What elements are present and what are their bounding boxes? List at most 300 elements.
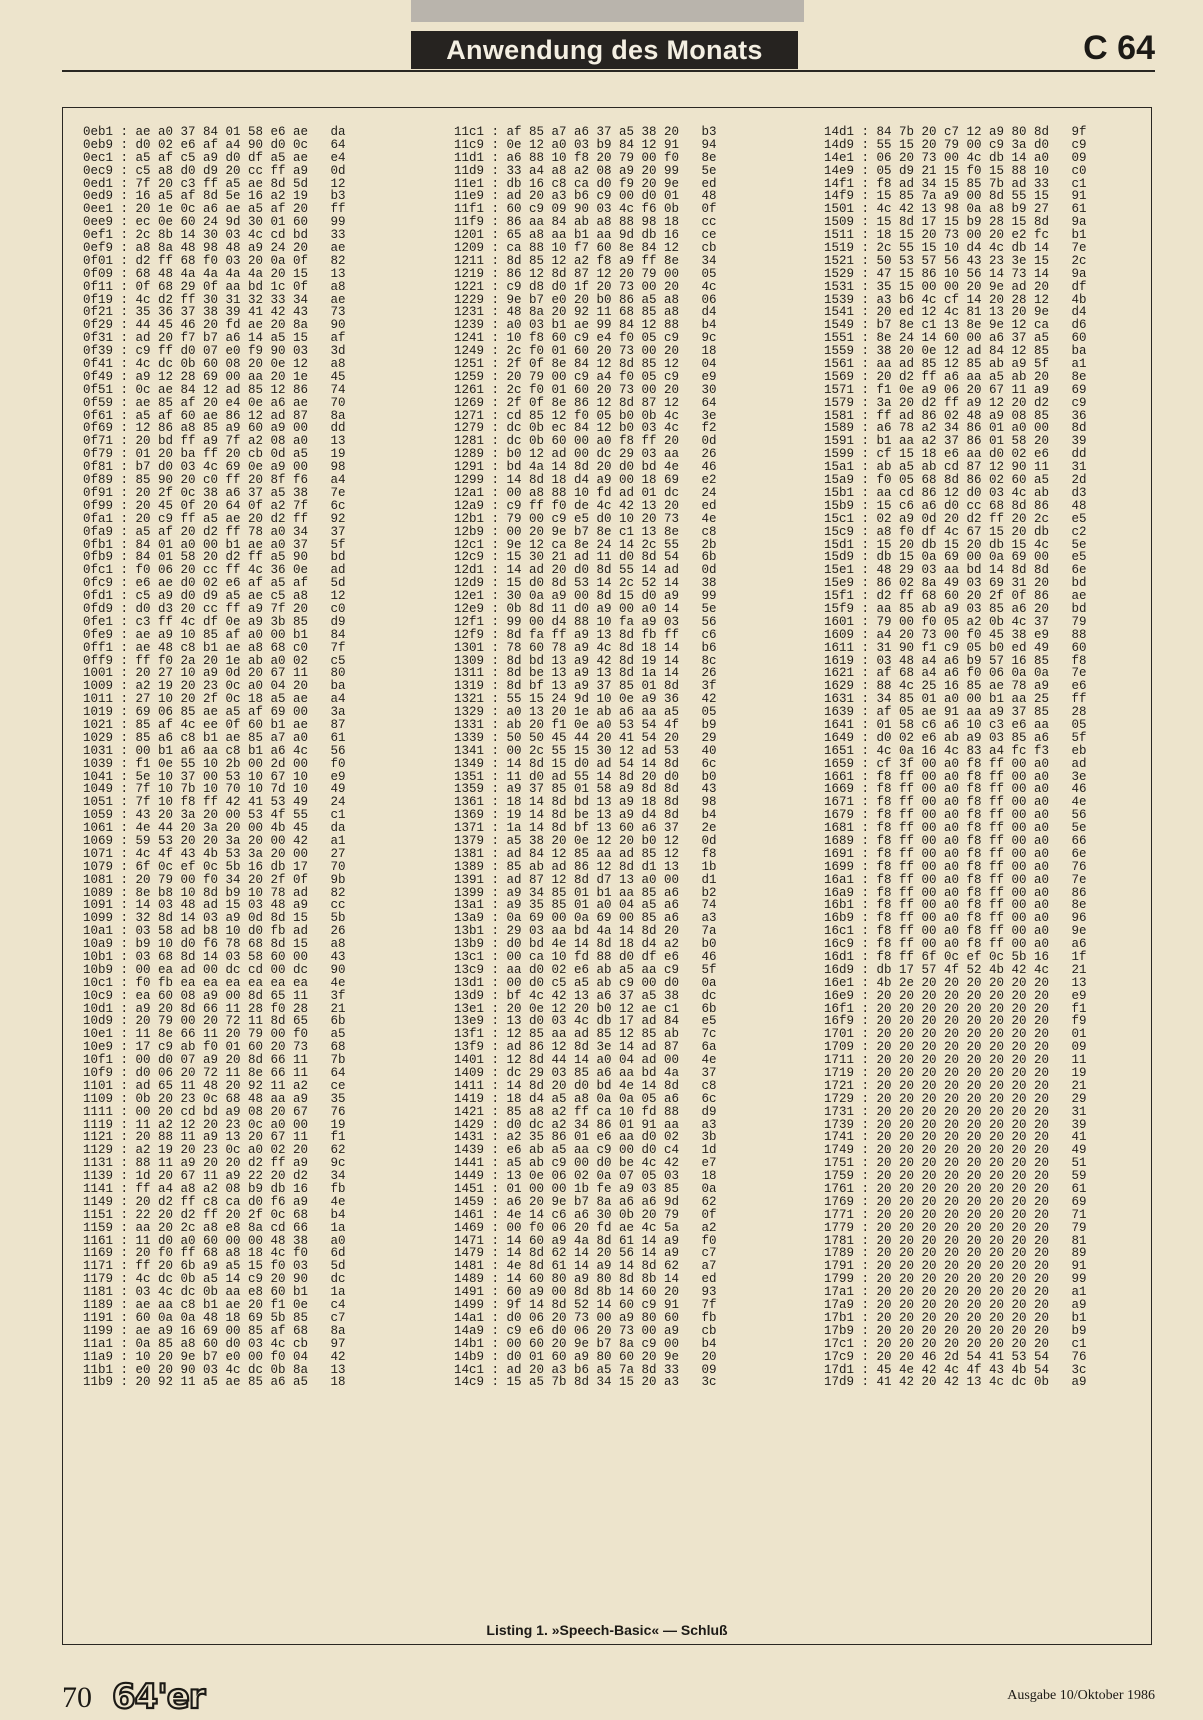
listing-row: 1619 : 03 48 a4 a6 b9 57 16 85 f8 <box>824 653 1087 668</box>
listing-row: 1451 : 01 00 00 1b fe a9 03 85 0a <box>454 1182 717 1197</box>
listing-row: 1079 : 6f 0c ef 0c 5b 16 db 17 70 <box>83 859 346 874</box>
listing-row: 1141 : ff a4 a8 a2 08 b9 db 16 fb <box>83 1182 346 1197</box>
listing-row: 0fa9 : a5 af 20 d2 ff 78 a0 34 37 <box>83 524 346 539</box>
listing-row: 1781 : 20 20 20 20 20 20 20 20 81 <box>824 1233 1087 1248</box>
listing-row: 1621 : af 68 a4 a6 f0 06 0a 0a 7e <box>824 666 1087 681</box>
listing-row: 14b1 : 00 60 20 9e b7 8a c9 00 b4 <box>454 1336 717 1351</box>
listing-row: 1661 : f8 ff 00 a0 f8 ff 00 a0 3e <box>824 769 1087 784</box>
listing-row: 1031 : 00 b1 a6 aa c8 b1 a6 4c 56 <box>83 743 346 758</box>
listing-row: 1269 : 2f 0f 8e 86 12 8d 87 12 64 <box>454 395 717 410</box>
listing-row: 1671 : f8 ff 00 a0 f8 ff 00 a0 4e <box>824 795 1087 810</box>
listing-row: 1071 : 4c 4f 43 4b 53 3a 20 00 27 <box>83 846 346 861</box>
listing-caption: Listing 1. »Speech-Basic« — Schluß <box>486 1622 728 1638</box>
listing-row: 1699 : f8 ff 00 a0 f8 ff 00 a0 76 <box>824 859 1087 874</box>
listing-row: 1419 : 18 d4 a5 a8 0a 0a 05 a6 6c <box>454 1091 717 1106</box>
listing-row: 1719 : 20 20 20 20 20 20 20 20 19 <box>824 1066 1087 1081</box>
listing-frame <box>62 107 1152 1645</box>
listing-row: 1771 : 20 20 20 20 20 20 20 20 71 <box>824 1207 1087 1222</box>
listing-row: 1101 : ad 65 11 48 20 92 11 a2 ce <box>83 1078 346 1093</box>
listing-row: 1299 : 14 8d 18 d4 a9 00 18 69 e2 <box>454 473 717 488</box>
listing-row: 10a9 : b9 10 d0 f6 78 68 8d 15 a8 <box>83 937 346 952</box>
listing-row: 1341 : 00 2c 55 15 30 12 ad 53 40 <box>454 743 717 758</box>
listing-row: 1249 : 2c f0 01 60 20 73 00 20 18 <box>454 344 717 359</box>
listing-row: 1319 : 8d bf 13 a9 37 85 01 8d 3f <box>454 679 717 694</box>
listing-row: 1741 : 20 20 20 20 20 20 20 20 41 <box>824 1130 1087 1145</box>
listing-row: 13b9 : d0 bd 4e 14 8d 18 d4 a2 b0 <box>454 937 717 952</box>
listing-row: 0fb9 : 84 01 58 20 d2 ff a5 90 bd <box>83 550 346 565</box>
listing-row: 1449 : 13 0e 06 02 0a 07 05 03 18 <box>454 1169 717 1184</box>
listing-row: 1559 : 38 20 0e 12 ad 84 12 85 ba <box>824 344 1087 359</box>
listing-row: 1339 : 50 50 45 44 20 41 54 20 29 <box>454 730 717 745</box>
listing-row: 14d9 : 55 15 20 79 00 c9 3a d0 c9 <box>824 137 1087 152</box>
listing-row: 1049 : 7f 10 7b 10 70 10 7d 10 49 <box>83 782 346 797</box>
listing-row: 13c1 : 00 ca 10 fd 88 d0 df e6 46 <box>454 950 717 964</box>
listing-row: 0f29 : 44 45 46 20 fd ae 20 8a 90 <box>83 318 346 333</box>
listing-row: 1151 : 22 20 d2 ff 20 2f 0c 68 b4 <box>83 1207 346 1222</box>
listing-row: 0ee9 : ec 0e 60 24 9d 30 01 60 99 <box>83 215 346 230</box>
listing-row: 14d1 : 84 7b 20 c7 12 a9 80 8d 9f <box>824 125 1087 139</box>
listing-row: 12d9 : 15 d0 8d 53 14 2c 52 14 38 <box>454 576 717 591</box>
listing-row: 1139 : 1d 20 67 11 a9 22 20 d2 34 <box>83 1169 346 1184</box>
listing-row: 1461 : 4e 14 c6 a6 30 0b 20 79 0f <box>454 1207 717 1222</box>
listing-row: 0f21 : 35 36 37 38 39 41 42 43 73 <box>83 305 346 320</box>
listing-row: 0f51 : 0c ae 84 12 ad 85 12 86 74 <box>83 382 346 397</box>
listing-row: 1009 : a2 19 20 23 0c a0 04 20 ba <box>83 679 346 694</box>
listing-row: 10d1 : a9 20 8d 66 11 28 f0 28 21 <box>83 1001 346 1016</box>
listing-row: 1021 : 85 af 4c ee 0f 60 b1 ae 87 <box>83 717 346 732</box>
listing-row: 1561 : aa ad 85 12 85 ab a9 5f a1 <box>824 357 1087 372</box>
listing-row: 14a1 : d0 06 20 73 00 a9 80 60 fb <box>454 1310 717 1325</box>
listing-row: 0fa1 : 20 c9 ff a5 ae 20 d2 ff 92 <box>83 511 346 526</box>
listing-row: 0f49 : a9 12 28 69 00 aa 20 1e 45 <box>83 369 346 384</box>
listing-row: 1001 : 20 27 10 a9 0d 20 67 11 80 <box>83 666 346 681</box>
listing-row: 16d9 : db 17 57 4f 52 4b 42 4c 21 <box>824 962 1087 977</box>
listing-row: 1089 : 8e b8 10 8d b9 10 78 ad 82 <box>83 885 346 900</box>
listing-row: 0f61 : a5 af 60 ae 86 12 ad 87 8a <box>83 408 346 423</box>
listing-row: 1061 : 4e 44 20 3a 20 00 4b 45 da <box>83 821 346 836</box>
listing-row: 1171 : ff 20 6b a9 a5 15 f0 03 5d <box>83 1259 346 1274</box>
listing-row: 1611 : 31 90 f1 c9 05 b0 ed 49 60 <box>824 640 1087 655</box>
listing-row: 13a9 : 0a 69 00 0a 69 00 85 a6 a3 <box>454 911 717 926</box>
listing-row: 0ed9 : 16 a5 af 8d 5e 16 a2 19 b3 <box>83 189 346 204</box>
listing-row: 1011 : 27 10 20 2f 0c 18 a5 ae a4 <box>83 692 346 707</box>
listing-row: 11f9 : 86 aa 84 ab a8 88 98 18 cc <box>454 215 717 230</box>
listing-row: 1361 : 18 14 8d bd 13 a9 18 8d 98 <box>454 795 717 810</box>
listing-row: 1119 : 11 a2 12 20 23 0c a0 00 19 <box>83 1117 346 1132</box>
listing-row: 16f1 : 20 20 20 20 20 20 20 20 f1 <box>824 1001 1087 1016</box>
listing-row: 1199 : ae a9 16 69 00 85 af 68 8a <box>83 1323 346 1338</box>
listing-row: 15a1 : ab a5 ab cd 87 12 90 11 31 <box>824 460 1087 475</box>
listing-row: 0fd1 : c5 a9 d0 d9 a5 ae c5 a8 12 <box>83 589 346 604</box>
listing-row: 1789 : 20 20 20 20 20 20 20 20 89 <box>824 1246 1087 1261</box>
listing-row: 1239 : a0 03 b1 ae 99 84 12 88 b4 <box>454 318 717 333</box>
listing-row: 1019 : 69 06 85 ae a5 af 69 00 3a <box>83 705 346 720</box>
listing-row: 1709 : 20 20 20 20 20 20 20 20 09 <box>824 1040 1087 1055</box>
listing-row: 1241 : 10 f8 60 c9 e4 f0 05 c9 9c <box>454 331 717 346</box>
listing-row: 16f9 : 20 20 20 20 20 20 20 20 f9 <box>824 1014 1087 1029</box>
listing-row: 0f11 : 0f 68 29 0f aa bd 1c 0f a8 <box>83 279 346 294</box>
listing-row: 1259 : 20 79 00 c9 a4 f0 05 c9 e9 <box>454 369 717 384</box>
listing-row: 17d9 : 41 42 20 42 13 4c dc 0b a9 <box>824 1375 1087 1390</box>
listing-row: 1351 : 11 d0 ad 55 14 8d 20 d0 b0 <box>454 769 717 784</box>
issue-line: Ausgabe 10/Oktober 1986 <box>1007 1688 1155 1703</box>
listing-row: 1689 : f8 ff 00 a0 f8 ff 00 a0 66 <box>824 833 1087 848</box>
listing-row: 12b1 : 79 00 c9 e5 d0 10 20 73 4e <box>454 511 717 526</box>
listing-row: 1329 : a0 13 20 1e ab a6 aa a5 05 <box>454 705 717 720</box>
machine-label: C 64 <box>1083 29 1155 67</box>
listing-row: 10c9 : ea 60 08 a9 00 8d 65 11 3f <box>83 988 346 1003</box>
listing-row: 1279 : dc 0b ec 84 12 b0 03 4c f2 <box>454 421 717 436</box>
listing-row: 1679 : f8 ff 00 a0 f8 ff 00 a0 56 <box>824 808 1087 823</box>
listing-row: 10b1 : 03 68 8d 14 03 58 60 00 43 <box>83 950 346 964</box>
listing-row: 1431 : a2 35 86 01 e6 aa d0 02 3b <box>454 1130 717 1145</box>
listing-row: 1769 : 20 20 20 20 20 20 20 20 69 <box>824 1194 1087 1209</box>
listing-row: 0f39 : c9 ff d0 07 e0 f9 90 03 3d <box>83 344 346 359</box>
hex-column-1 <box>83 126 346 1389</box>
listing-row: 1219 : 86 12 8d 87 12 20 79 00 05 <box>454 266 717 281</box>
listing-row: 1389 : 85 ab ad 86 12 8d d1 13 1b <box>454 859 717 874</box>
listing-row: 15e9 : 86 02 8a 49 03 69 31 20 bd <box>824 576 1087 591</box>
listing-row: 1121 : 20 88 11 a9 13 20 67 11 f1 <box>83 1130 346 1145</box>
listing-row: 1321 : 55 15 24 9d 10 0e a9 36 42 <box>454 692 717 707</box>
listing-row: 0f89 : 85 90 20 c0 ff 20 8f f6 a4 <box>83 473 346 488</box>
listing-row: 1509 : 15 8d 17 15 b9 28 15 8d 9a <box>824 215 1087 230</box>
listing-row: 17c1 : 20 20 20 20 20 20 20 20 c1 <box>824 1336 1087 1351</box>
listing-row: 1759 : 20 20 20 20 20 20 20 20 59 <box>824 1169 1087 1184</box>
listing-row: 1631 : 34 85 01 a0 00 b1 aa 25 ff <box>824 692 1087 707</box>
listing-row: 1251 : 2f 0f 8e 84 12 8d 85 12 04 <box>454 357 717 372</box>
listing-row: 1149 : 20 d2 ff c8 ca d0 f6 a9 4e <box>83 1194 346 1209</box>
header-rule <box>62 70 1155 72</box>
listing-row: 1291 : bd 4a 14 8d 20 d0 bd 4e 46 <box>454 460 717 475</box>
listing-row: 1191 : 60 0a 0a 48 18 69 5b 85 c7 <box>83 1310 346 1325</box>
listing-row: 13b1 : 29 03 aa bd 4a 14 8d 20 7a <box>454 924 717 939</box>
listing-row: 16e9 : 20 20 20 20 20 20 20 20 e9 <box>824 988 1087 1003</box>
listing-row: 1549 : b7 8e c1 13 8e 9e 12 ca d6 <box>824 318 1087 333</box>
listing-row: 1749 : 20 20 20 20 20 20 20 20 49 <box>824 1143 1087 1158</box>
listing-row: 14c9 : 15 a5 7b 8d 34 15 20 a3 3c <box>454 1375 717 1390</box>
listing-row: 1499 : 9f 14 8d 52 14 60 c9 91 7f <box>454 1298 717 1313</box>
listing-row: 1331 : ab 20 f1 0e a0 53 54 4f b9 <box>454 717 717 732</box>
listing-row: 1421 : 85 a8 a2 ff ca 10 fd 88 d9 <box>454 1104 717 1119</box>
listing-row: 0f31 : ad 20 f7 b7 a6 14 a5 15 af <box>83 331 346 346</box>
listing-row: 10c1 : f0 fb ea ea ea ea ea ea 4e <box>83 975 346 990</box>
listing-row: 10f1 : 00 d0 07 a9 20 8d 66 11 7b <box>83 1053 346 1068</box>
listing-row: 1761 : 20 20 20 20 20 20 20 20 61 <box>824 1182 1087 1197</box>
listing-row: 16a1 : f8 ff 00 a0 f8 ff 00 a0 7e <box>824 872 1087 887</box>
listing-row: 11e9 : ad 20 a3 b6 c9 00 d0 01 48 <box>454 189 717 204</box>
listing-row: 15d9 : db 15 0a 69 00 0a 69 00 e5 <box>824 550 1087 565</box>
listing-row: 10e1 : 11 8e 66 11 20 79 00 f0 a5 <box>83 1027 346 1042</box>
listing-row: 11c9 : 0e 12 a0 03 b9 84 12 91 94 <box>454 137 717 152</box>
listing-row: 1169 : 20 f0 ff 68 a8 18 4c f0 6d <box>83 1246 346 1261</box>
listing-row: 1271 : cd 85 12 f0 05 b0 0b 4c 3e <box>454 408 717 423</box>
listing-row: 1281 : dc 0b 60 00 a0 f8 ff 20 0d <box>454 434 717 449</box>
listing-row: 11c1 : af 85 a7 a6 37 a5 38 20 b3 <box>454 125 717 139</box>
listing-row: 0eb1 : ae a0 37 84 01 58 e6 ae da <box>83 125 346 139</box>
listing-row: 14e1 : 06 20 73 00 4c db 14 a0 09 <box>824 150 1087 165</box>
listing-row: 11e1 : db 16 c8 ca d0 f9 20 9e ed <box>454 176 717 191</box>
page-number: 70 <box>62 1681 92 1714</box>
section-title: Anwendung des Monats <box>411 31 798 69</box>
listing-row: 0f91 : 20 2f 0c 38 a6 37 a5 38 7e <box>83 485 346 500</box>
listing-row: 12a9 : c9 ff f0 de 4c 42 13 20 ed <box>454 498 717 513</box>
listing-row: 16e1 : 4b 2e 20 20 20 20 20 20 13 <box>824 975 1087 990</box>
hex-column-3 <box>824 126 1087 1389</box>
listing-row: 0ec9 : c5 a8 d0 d9 20 cc ff a9 0d <box>83 163 346 178</box>
listing-row: 11a1 : 0a 85 a8 60 d0 03 4c cb 97 <box>83 1336 346 1351</box>
listing-row: 1229 : 9e b7 e0 20 b0 86 a5 a8 06 <box>454 292 717 307</box>
listing-row: 0f69 : 12 86 a8 85 a9 60 a9 00 dd <box>83 421 346 436</box>
listing-row: 0fc9 : e6 ae d0 02 e6 af a5 af 5d <box>83 576 346 591</box>
listing-row: 15a9 : f0 05 68 8d 86 02 60 a5 2d <box>824 473 1087 488</box>
listing-row: 1659 : cf 3f 00 a0 f8 ff 00 a0 ad <box>824 756 1087 771</box>
listing-row: 11b1 : e0 20 90 03 4c dc 0b 8a 13 <box>83 1362 346 1377</box>
listing-row: 1649 : d0 02 e6 ab a9 03 85 a6 5f <box>824 730 1087 745</box>
listing-row: 1579 : 3a 20 d2 ff a9 12 20 d2 c9 <box>824 395 1087 410</box>
listing-row: 13a1 : a9 35 85 01 a0 04 a5 a6 74 <box>454 898 717 913</box>
listing-row: 1411 : 14 8d 20 d0 bd 4e 14 8d c8 <box>454 1078 717 1093</box>
listing-row: 1359 : a9 37 85 01 58 a9 8d 8d 43 <box>454 782 717 797</box>
listing-row: 11b9 : 20 92 11 a5 ae 85 a6 a5 18 <box>83 1375 346 1390</box>
listing-row: 1429 : d0 dc a2 34 86 01 91 aa a3 <box>454 1117 717 1132</box>
listing-row: 1131 : 88 11 a9 20 20 d2 ff a9 9c <box>83 1156 346 1171</box>
listing-row: 1399 : a9 34 85 01 b1 aa 85 a6 b2 <box>454 885 717 900</box>
listing-row: 17a9 : 20 20 20 20 20 20 20 20 a9 <box>824 1298 1087 1313</box>
listing-row: 1589 : a6 78 a2 34 86 01 a0 00 8d <box>824 421 1087 436</box>
listing-row: 1511 : 18 15 20 73 00 20 e2 fc b1 <box>824 228 1087 243</box>
listing-row: 0f09 : 68 48 4a 4a 4a 4a 20 15 13 <box>83 266 346 281</box>
listing-row: 12f9 : 8d fa ff a9 13 8d fb ff c6 <box>454 627 717 642</box>
listing-row: 0f71 : 20 bd ff a9 7f a2 08 a0 13 <box>83 434 346 449</box>
listing-row: 1729 : 20 20 20 20 20 20 20 20 29 <box>824 1091 1087 1106</box>
listing-row: 0ff1 : ae 48 c8 b1 ae a8 68 c0 7f <box>83 640 346 655</box>
listing-row: 12b9 : 00 20 9e b7 8e c1 13 8e c8 <box>454 524 717 539</box>
listing-row: 11d9 : 33 a4 a8 a2 08 a9 20 99 5e <box>454 163 717 178</box>
listing-row: 1309 : 8d bd 13 a9 42 8d 19 14 8c <box>454 653 717 668</box>
listing-row: 14c1 : ad 20 a3 b6 a5 7a 8d 33 09 <box>454 1362 717 1377</box>
listing-row: 1069 : 59 53 20 20 3a 20 00 42 a1 <box>83 833 346 848</box>
listing-row: 17d1 : 45 4e 42 4c 4f 43 4b 54 3c <box>824 1362 1087 1377</box>
listing-row: 1569 : 20 d2 ff a6 aa a5 ab 20 8e <box>824 369 1087 384</box>
listing-row: 1529 : 47 15 86 10 56 14 73 14 9a <box>824 266 1087 281</box>
listing-row: 15c9 : a8 f0 df 4c 67 15 20 db c2 <box>824 524 1087 539</box>
listing-row: 1179 : 4c dc 0b a5 14 c9 20 90 dc <box>83 1272 346 1287</box>
listing-row: 0fc1 : f0 06 20 cc ff 4c 36 0e ad <box>83 563 346 578</box>
listing-row: 1591 : b1 aa a2 37 86 01 58 20 39 <box>824 434 1087 449</box>
listing-row: 13d9 : bf 4c 42 13 a6 37 a5 38 dc <box>454 988 717 1003</box>
magazine-logo: 64'er <box>112 1677 205 1717</box>
listing-row: 16a9 : f8 ff 00 a0 f8 ff 00 a0 86 <box>824 885 1087 900</box>
listing-row: 14a9 : c9 e6 d0 06 20 73 00 a9 cb <box>454 1323 717 1338</box>
listing-row: 15e1 : 48 29 03 aa bd 14 8d 8d 6e <box>824 563 1087 578</box>
listing-row: 1531 : 35 15 00 00 20 9e ad 20 df <box>824 279 1087 294</box>
listing-row: 1159 : aa 20 2c a8 e8 8a cd 66 1a <box>83 1220 346 1235</box>
listing-row: 1669 : f8 ff 00 a0 f8 ff 00 a0 46 <box>824 782 1087 797</box>
listing-row: 0fe9 : ae a9 10 85 af a0 00 b1 84 <box>83 627 346 642</box>
listing-row: 1129 : a2 19 20 23 0c a0 02 20 62 <box>83 1143 346 1158</box>
listing-row: 1201 : 65 a8 aa b1 aa 9d db 16 ce <box>454 228 717 243</box>
listing-row: 1651 : 4c 0a 16 4c 83 a4 fc f3 eb <box>824 743 1087 758</box>
listing-row: 1099 : 32 8d 14 03 a9 0d 8d 15 5b <box>83 911 346 926</box>
listing-row: 12c1 : 9e 12 ca 8e 24 14 2c 55 2b <box>454 537 717 552</box>
listing-row: 0f01 : d2 ff 68 f0 03 20 0a 0f 82 <box>83 253 346 268</box>
listing-row: 1751 : 20 20 20 20 20 20 20 20 51 <box>824 1156 1087 1171</box>
listing-row: 1091 : 14 03 48 ad 15 03 48 a9 cc <box>83 898 346 913</box>
listing-row: 1349 : 14 8d 15 d0 ad 54 14 8d 6c <box>454 756 717 771</box>
listing-row: 15f1 : d2 ff 68 60 20 2f 0f 86 ae <box>824 589 1087 604</box>
listing-row: 12e9 : 0b 8d 11 d0 a9 00 a0 14 5e <box>454 601 717 616</box>
listing-row: 12d1 : 14 ad 20 d0 8d 55 14 ad 0d <box>454 563 717 578</box>
listing-row: 1459 : a6 20 9e b7 8a a6 a6 9d 62 <box>454 1194 717 1209</box>
listing-row: 13e1 : 20 0e 12 20 b0 12 ae c1 6b <box>454 1001 717 1016</box>
listing-row: 1081 : 20 79 00 f0 34 20 2f 0f 9b <box>83 872 346 887</box>
listing-row: 15b1 : aa cd 86 12 d0 03 4c ab d3 <box>824 485 1087 500</box>
listing-row: 1059 : 43 20 3a 20 00 53 4f 55 c1 <box>83 808 346 823</box>
listing-row: 1701 : 20 20 20 20 20 20 20 20 01 <box>824 1027 1087 1042</box>
listing-row: 13c9 : aa d0 02 e6 ab a5 aa c9 5f <box>454 962 717 977</box>
listing-row: 1469 : 00 f0 06 20 fd ae 4c 5a a2 <box>454 1220 717 1235</box>
listing-row: 1791 : 20 20 20 20 20 20 20 20 91 <box>824 1259 1087 1274</box>
listing-row: 1551 : 8e 24 14 60 00 a6 37 a5 60 <box>824 331 1087 346</box>
listing-row: 1521 : 50 53 57 56 43 23 3e 15 2c <box>824 253 1087 268</box>
listing-row: 14f9 : 15 85 7a a9 00 8d 55 15 91 <box>824 189 1087 204</box>
listing-row: 14b9 : d0 01 60 a9 80 60 20 9e 20 <box>454 1349 717 1364</box>
listing-row: 13d1 : 00 d0 c5 a5 ab c9 00 d0 0a <box>454 975 717 990</box>
listing-row: 1301 : 78 60 78 a9 4c 8d 18 14 b6 <box>454 640 717 655</box>
listing-row: 17c9 : 20 20 46 2d 54 41 53 54 76 <box>824 1349 1087 1364</box>
listing-row: 1439 : e6 ab a5 aa c9 00 d0 c4 1d <box>454 1143 717 1158</box>
listing-row: 16b9 : f8 ff 00 a0 f8 ff 00 a0 96 <box>824 911 1087 926</box>
listing-row: 1189 : ae aa c8 b1 ae 20 f1 0e c4 <box>83 1298 346 1313</box>
listing-row: 1211 : 8d 85 12 a2 f8 a9 ff 8e 34 <box>454 253 717 268</box>
listing-row: 12e1 : 30 0a a9 00 8d 15 d0 a9 99 <box>454 589 717 604</box>
listing-row: 1501 : 4c 42 13 98 0a a8 b9 27 61 <box>824 202 1087 217</box>
listing-row: 12a1 : 00 a8 88 10 fd ad 01 dc 24 <box>454 485 717 500</box>
listing-row: 1609 : a4 20 73 00 f0 45 38 e9 88 <box>824 627 1087 642</box>
listing-row: 1379 : a5 38 20 0e 12 20 b0 12 0d <box>454 833 717 848</box>
listing-row: 1581 : ff ad 86 02 48 a9 08 85 36 <box>824 408 1087 423</box>
listing-row: 1221 : c9 d8 d0 1f 20 73 00 20 4c <box>454 279 717 294</box>
listing-row: 12c9 : 15 30 21 ad 11 d0 8d 54 6b <box>454 550 717 565</box>
listing-row: 16c9 : f8 ff 00 a0 f8 ff 00 a0 a6 <box>824 937 1087 952</box>
listing-row: 16b1 : f8 ff 00 a0 f8 ff 00 a0 8e <box>824 898 1087 913</box>
listing-row: 1571 : f1 0e a9 06 20 67 11 a9 69 <box>824 382 1087 397</box>
listing-row: 0fe1 : c3 ff 4c df 0e a9 3b 85 d9 <box>83 614 346 629</box>
listing-row: 0f19 : 4c d2 ff 30 31 32 33 34 ae <box>83 292 346 307</box>
listing-row: 0ed1 : 7f 20 c3 ff a5 ae 8d 5d 12 <box>83 176 346 191</box>
listing-row: 13f9 : ad 86 12 8d 3e 14 ad 87 6a <box>454 1040 717 1055</box>
listing-row: 0f99 : 20 45 0f 20 64 0f a2 7f 6c <box>83 498 346 513</box>
listing-row: 1481 : 4e 8d 61 14 a9 14 8d 62 a7 <box>454 1259 717 1274</box>
listing-row: 1711 : 20 20 20 20 20 20 20 20 11 <box>824 1053 1087 1068</box>
listing-row: 13f1 : 12 85 aa ad 85 12 85 ab 7c <box>454 1027 717 1042</box>
listing-row: 1409 : dc 29 03 85 a6 aa bd 4a 37 <box>454 1066 717 1081</box>
listing-row: 11a9 : 10 20 9e b7 e0 00 f0 04 42 <box>83 1349 346 1364</box>
listing-row: 14e9 : 05 d9 21 15 f0 15 88 10 c0 <box>824 163 1087 178</box>
listing-row: 1109 : 0b 20 23 0c 68 48 aa a9 35 <box>83 1091 346 1106</box>
listing-row: 1739 : 20 20 20 20 20 20 20 20 39 <box>824 1117 1087 1132</box>
listing-row: 1491 : 60 a9 00 8d 8b 14 60 20 93 <box>454 1285 717 1300</box>
listing-row: 1041 : 5e 10 37 00 53 10 67 10 e9 <box>83 769 346 784</box>
listing-row: 13e9 : 13 d0 03 4c db 17 ad 84 e5 <box>454 1014 717 1029</box>
listing-row: 1311 : 8d be 13 a9 13 8d 1a 14 26 <box>454 666 717 681</box>
listing-row: 16c1 : f8 ff 00 a0 f8 ff 00 a0 9e <box>824 924 1087 939</box>
listing-row: 1039 : f1 0e 55 10 2b 00 2d 00 f0 <box>83 756 346 771</box>
listing-row: 1799 : 20 20 20 20 20 20 20 20 99 <box>824 1272 1087 1287</box>
listing-row: 1381 : ad 84 12 85 aa ad 85 12 f8 <box>454 846 717 861</box>
listing-row: 1541 : 20 ed 12 4c 81 13 20 9e d4 <box>824 305 1087 320</box>
listing-row: 1161 : 11 d0 a0 60 00 00 48 38 a0 <box>83 1233 346 1248</box>
listing-row: 0f41 : 4c dc 0b 60 08 20 0e 12 a8 <box>83 357 346 372</box>
listing-row: 1401 : 12 8d 44 14 a0 04 ad 00 4e <box>454 1053 717 1068</box>
listing-row: 1691 : f8 ff 00 a0 f8 ff 00 a0 6e <box>824 846 1087 861</box>
listing-row: 10f9 : d0 06 20 72 11 8e 66 11 64 <box>83 1066 346 1081</box>
listing-row: 0ec1 : a5 af c5 a9 d0 df a5 ae e4 <box>83 150 346 165</box>
listing-row: 1629 : 88 4c 25 16 85 ae 78 a9 e6 <box>824 679 1087 694</box>
listing-row: 12f1 : 99 00 d4 88 10 fa a9 03 56 <box>454 614 717 629</box>
listing-row: 0ee1 : 20 1e 0c a6 ae a5 af 20 ff <box>83 202 346 217</box>
listing-row: 1231 : 48 8a 20 92 11 68 85 a8 d4 <box>454 305 717 320</box>
top-color-strip <box>411 0 804 22</box>
listing-row: 1601 : 79 00 f0 05 a2 0b 4c 37 79 <box>824 614 1087 629</box>
listing-row: 1731 : 20 20 20 20 20 20 20 20 31 <box>824 1104 1087 1119</box>
listing-row: 1369 : 19 14 8d be 13 a9 d4 8d b4 <box>454 808 717 823</box>
listing-row: 10a1 : 03 58 ad b8 10 d0 fb ad 26 <box>83 924 346 939</box>
listing-row: 1181 : 03 4c dc 0b aa e8 60 b1 1a <box>83 1285 346 1300</box>
listing-row: 0ef1 : 2c 8b 14 30 03 4c cd bd 33 <box>83 228 346 243</box>
listing-row: 1539 : a3 b6 4c cf 14 20 28 12 4b <box>824 292 1087 307</box>
listing-row: 10b9 : 00 ea ad 00 dc cd 00 dc 90 <box>83 962 346 977</box>
listing-row: 1681 : f8 ff 00 a0 f8 ff 00 a0 5e <box>824 821 1087 836</box>
listing-row: 15b9 : 15 c6 a6 d0 cc 68 8d 86 48 <box>824 498 1087 513</box>
listing-row: 0fd9 : d0 d3 20 cc ff a9 7f 20 c0 <box>83 601 346 616</box>
listing-row: 1489 : 14 60 80 a9 80 8d 8b 14 ed <box>454 1272 717 1287</box>
listing-row: 1641 : 01 58 c6 a6 10 c3 e6 aa 05 <box>824 717 1087 732</box>
listing-row: 1639 : af 05 ae 91 aa a9 37 85 28 <box>824 705 1087 720</box>
listing-row: 0f79 : 01 20 ba ff 20 cb 0d a5 19 <box>83 447 346 462</box>
listing-row: 17b9 : 20 20 20 20 20 20 20 20 b9 <box>824 1323 1087 1338</box>
listing-row: 1289 : b0 12 ad 00 dc 29 03 aa 26 <box>454 447 717 462</box>
listing-row: 1029 : 85 a6 c8 b1 ae 85 a7 a0 61 <box>83 730 346 745</box>
listing-row: 15c1 : 02 a9 0d 20 d2 ff 20 2c e5 <box>824 511 1087 526</box>
listing-row: 10d9 : 20 79 00 20 72 11 8d 65 6b <box>83 1014 346 1029</box>
listing-row: 1471 : 14 60 a9 4a 8d 61 14 a9 f0 <box>454 1233 717 1248</box>
listing-row: 0f81 : b7 d0 03 4c 69 0e a9 00 98 <box>83 460 346 475</box>
listing-row: 1261 : 2c f0 01 60 20 73 00 20 30 <box>454 382 717 397</box>
listing-row: 0eb9 : d0 02 e6 af a4 90 d0 0c 64 <box>83 137 346 152</box>
listing-row: 1051 : 7f 10 f8 ff 42 41 53 49 24 <box>83 795 346 810</box>
listing-row: 11f1 : 60 c9 09 90 03 4c f6 0b 0f <box>454 202 717 217</box>
listing-row: 10e9 : 17 c9 ab f0 01 60 20 73 68 <box>83 1040 346 1055</box>
listing-row: 1209 : ca 88 10 f7 60 8e 84 12 cb <box>454 241 717 256</box>
listing-row: 1111 : 00 20 cd bd a9 08 20 67 76 <box>83 1104 346 1119</box>
listing-row: 17b1 : 20 20 20 20 20 20 20 20 b1 <box>824 1310 1087 1325</box>
listing-row: 1371 : 1a 14 8d bf 13 60 a6 37 2e <box>454 821 717 836</box>
listing-row: 15d1 : 15 20 db 15 20 db 15 4c 5e <box>824 537 1087 552</box>
listing-row: 1599 : cf 15 18 e6 aa d0 02 e6 dd <box>824 447 1087 462</box>
listing-row: 0f59 : ae 85 af 20 e4 0e a6 ae 70 <box>83 395 346 410</box>
listing-row: 1721 : 20 20 20 20 20 20 20 20 21 <box>824 1078 1087 1093</box>
listing-row: 0fb1 : 84 01 a0 00 b1 ae a0 37 5f <box>83 537 346 552</box>
hex-column-2 <box>454 126 717 1389</box>
listing-row: 1779 : 20 20 20 20 20 20 20 20 79 <box>824 1220 1087 1235</box>
listing-row: 15f9 : aa 85 ab a9 03 85 a6 20 bd <box>824 601 1087 616</box>
listing-row: 1441 : a5 ab c9 00 d0 be 4c 42 e7 <box>454 1156 717 1171</box>
listing-row: 1479 : 14 8d 62 14 20 56 14 a9 c7 <box>454 1246 717 1261</box>
listing-row: 16d1 : f8 ff 6f 0c ef 0c 5b 16 1f <box>824 950 1087 964</box>
listing-row: 0ff9 : ff f0 2a 20 1e ab a0 02 c5 <box>83 653 346 668</box>
